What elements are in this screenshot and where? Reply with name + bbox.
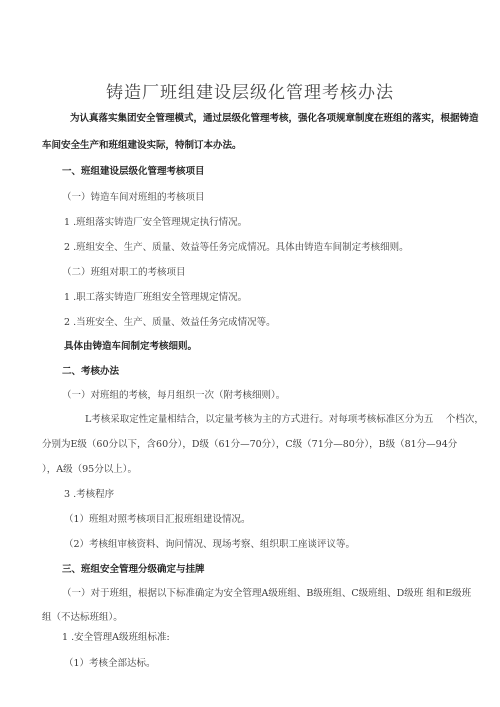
subsection-heading: （二）班组对职工的考核项目 xyxy=(62,267,186,278)
list-item: 1 .班组落实铸造厂安全管理规定执行情况。 xyxy=(64,217,248,228)
section-heading-3: 三、班组安全管理分级确定与挂牌 xyxy=(62,564,205,575)
list-item: 1 .安全管理A级班组标准: xyxy=(62,632,170,643)
list-item: （1）考核全部达标。 xyxy=(64,658,156,669)
list-item: 2 .当班安全、生产、质量、效益任务完成情况等。 xyxy=(64,317,276,328)
paragraph-line: 组（不达标班组）。 xyxy=(42,612,123,623)
list-item: （2）考核组审核资料、询问情况、现场考察、组织职工座谈评议等。 xyxy=(64,539,356,550)
list-item: （1）班组对照考核项目汇报班组建设情况。 xyxy=(64,514,251,525)
paragraph-line: 分别为E级（60分以下，含60分），D级（61分—70分），C级（71分—80分），B级（81分—94分 xyxy=(42,439,458,450)
paragraph-line: L考核采取定性定量相结合，以定量考核为主的方式进行。对每项考核标准区分为五 个档次， xyxy=(85,414,484,425)
intro-line-1: 为认真落实集团安全管理模式，通过层级化管理考核，强化各项规章制度在班组的落实，根据铸造 xyxy=(70,113,479,124)
document-title: 铸造厂班组建设层级化管理考核办法 xyxy=(106,83,394,103)
paragraph-line: ），A级（95分以上）。 xyxy=(42,464,137,475)
subsection-heading: （一）铸造车间对班组的考核项目 xyxy=(62,192,205,203)
intro-line-2: 车间安全生产和班组建设实际，特制订本办法。 xyxy=(42,140,242,151)
list-item: 1 .职工落实铸造厂班组安全管理规定情况。 xyxy=(64,292,248,303)
list-item: 3 .考核程序 xyxy=(64,489,115,500)
section-heading-2: 二、考核办法 xyxy=(62,366,120,377)
subsection-heading: （一）对班组的考核，每月组织一次（附考核细则）。 xyxy=(62,390,286,401)
paragraph-line: （一）对于班组，根据以下标准确定为安全管理A级班组、B级班组、C级班组、D级班 组和E级班 xyxy=(62,588,472,599)
section-heading-1: 一、班组建设层级化管理考核项目 xyxy=(62,166,205,177)
list-item: 2 .班组安全、生产、质量、效益等任务完成情况。具体由铸造车间制定考核细则。 xyxy=(64,242,409,253)
bold-note: 具体由铸造车间制定考核细则。 xyxy=(64,341,198,352)
